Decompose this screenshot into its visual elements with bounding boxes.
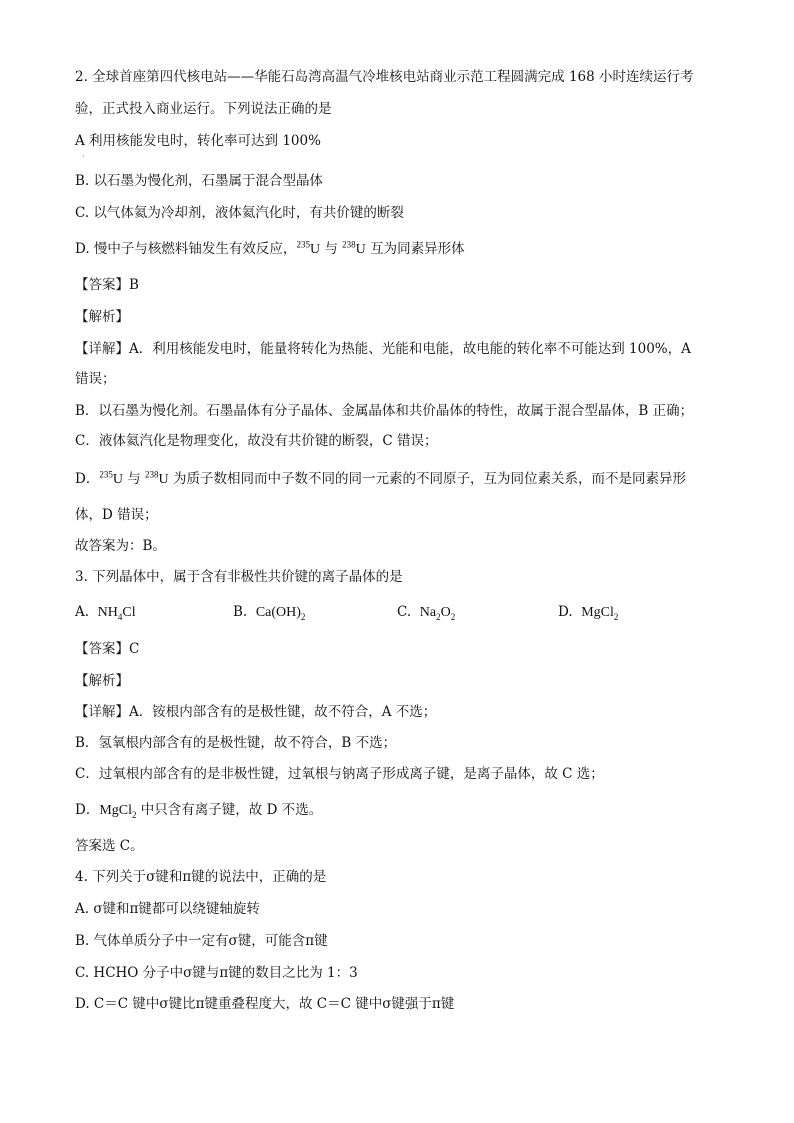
q2-option-d [75,240,465,259]
q2-conclusion: 故答案为：B。 [75,538,166,554]
mass-number-235: 235 [99,469,113,480]
q3-detail-a: 【详解】A．铵根内部含有的是极性键，故不符合，A 不选； [75,704,437,720]
q3-detail-b: B．氢氧根内部含有的是极性键，故不符合，B 不选； [75,735,397,751]
mass-number-238: 238 [145,469,159,480]
q3-detail-d [75,801,322,820]
element-u: U [355,242,366,257]
q3-option-c-label: C. [397,604,412,620]
formula-mgcl2: MgCl$_2$ [99,803,137,820]
q3-option-a [75,603,136,622]
q3-analysis-heading: 【解析】 [75,673,129,689]
mass-number-238: 238 [342,239,356,250]
isotope-u235 [296,239,321,257]
q2-option-d-suffix: 互为同素异形体 [365,241,465,257]
stray-dot-mark: · [82,152,85,161]
q2-option-d-and: 与 [320,241,343,257]
q2-detail-a-line1: 【详解】A．利用核能发电时，能量将转化为热能、光能和电能，故电能的转化率不可能达到 100%，A [75,341,691,357]
isotope-u238 [145,469,169,487]
element-u: U [112,472,123,487]
q3-detail-d-suffix: 中只含有离子键，故 D 不选。 [136,802,323,818]
q2-analysis-heading: 【解析】 [75,309,129,325]
isotope-u235 [99,469,123,487]
formula-mgcl2: MgCl$_2$ [581,605,619,622]
q2-detail-d-and: 与 [122,471,146,487]
q4-option-a: A. σ键和π键都可以绕键轴旋转 [75,901,260,917]
q3-detail-d-prefix: D． [75,802,100,818]
q2-answer: 【答案】B [75,277,139,293]
formula-nh4cl: $NH_4Cl$ [97,605,136,622]
q2-detail-d-prefix: D． [75,471,100,487]
q3-option-d-label: D. [558,604,573,620]
q2-option-a: A 利用核能发电时，转化率可达到 100% [75,133,321,149]
q3-answer: 【答案】C [75,641,140,657]
q4-stem: 4. 下列关于σ键和π键的说法中，正确的是 [75,869,327,885]
element-u: U [158,472,169,487]
q2-detail-d-line1 [75,470,686,489]
q2-option-d-prefix: D. 慢中子与核燃料铀发生有效反应， [75,241,297,257]
q2-detail-d-line2: 体，D 错误； [75,507,158,523]
q2-detail-d-suffix: 为质子数相同而中子数不同的同一元素的不同原子，互为同位素关系，而不是同素异形 [168,471,686,487]
formula-caoh2: $Ca(OH)_2$ [255,605,306,622]
q2-detail-c: C．液体氦汽化是物理变化，故没有共价键的断裂，C 错误； [75,433,438,449]
q2-stem-line2: 验，正式投入商业运行。下列说法正确的是 [75,101,332,117]
q3-option-d [558,603,618,622]
q2-detail-a-line2: 错误； [75,371,116,387]
element-u: U [309,242,321,257]
q3-option-b [233,603,305,622]
q2-option-b: B. 以石墨为慢化剂，石墨属于混合型晶体 [75,173,324,189]
formula-na2o2: $Na_2O_2$ [419,605,456,622]
q3-stem: 3. 下列晶体中，属于含有非极性共价键的离子晶体的是 [75,569,403,585]
q3-option-b-label: B. [233,604,248,620]
q3-option-c [397,603,455,622]
mass-number-235: 235 [296,239,310,250]
q4-option-b: B. 气体单质分子中一定有σ键，可能含π键 [75,933,328,949]
q2-detail-b: B．以石墨为慢化剂。石墨晶体有分子晶体、金属晶体和共价晶体的特性，故属于混合型晶体，B 正确； [75,403,694,419]
q2-option-c: C. 以气体氦为冷却剂，液体氦汽化时，有共价键的断裂 [75,205,404,221]
q4-option-c: C. HCHO 分子中σ键与π键的数目之比为 1：3 [75,965,358,981]
q2-stem-line1: 2. 全球首座第四代核电站——华能石岛湾高温气冷堆核电站商业示范工程圆满完成 168 小时连续运行考 [75,69,694,85]
isotope-u238 [342,239,366,257]
q3-detail-c: C．过氧根内部含有的是非极性键，过氧根与钠离子形成离子键，是离子晶体，故 C 选； [75,766,604,782]
q3-conclusion: 答案选 C。 [75,838,144,854]
q3-option-a-label: A. [75,604,90,620]
q4-option-d: D. C＝C 键中σ键比π键重叠程度大，故 C＝C 键中σ键强于π键 [75,996,455,1012]
